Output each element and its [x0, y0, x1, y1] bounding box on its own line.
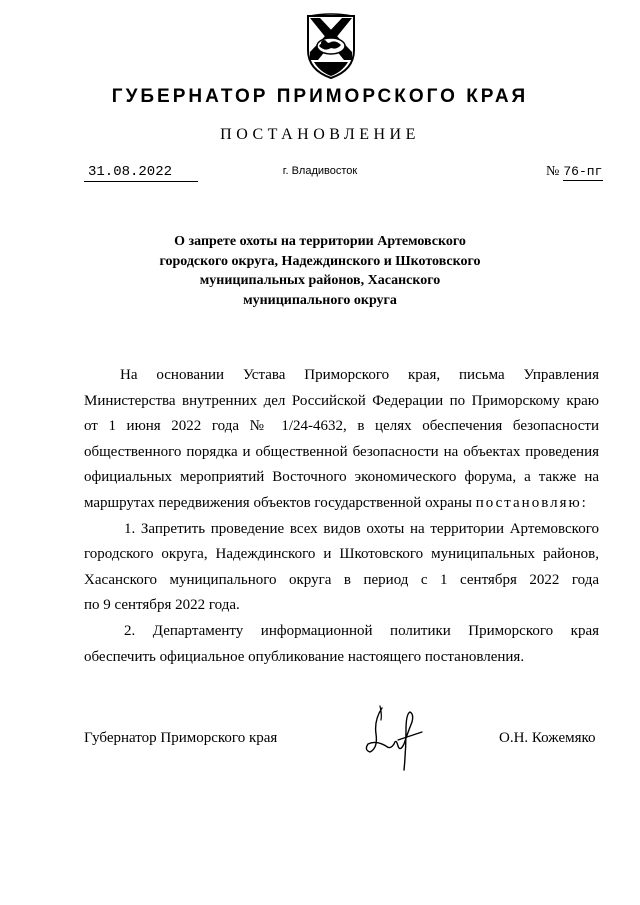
body-line: общественного порядка и общественной безопасности на объектах проведения [84, 443, 599, 460]
body-line: Хасанского муниципального округа в период с 1 сентября 2022 года [84, 571, 599, 588]
body-line-text: маршрутах передвижения объектов государственной охраны [84, 494, 472, 511]
body-line: официальных мероприятий Восточного экономического форума, а также на [84, 469, 599, 486]
document-title [140, 232, 500, 310]
document-city: г. Владивосток [282, 165, 358, 177]
body-line: по 9 сентября 2022 года. [84, 597, 240, 614]
body-line: 1. Запретить проведение всех видов охоты на территории Артемовского [124, 520, 599, 537]
signatory-name: О.Н. Кожемяко [499, 730, 596, 746]
signatory-position: Губернатор Приморского края [84, 730, 278, 746]
body-line: городского округа, Надеждинского и Шкотовского муниципальных районов, [84, 546, 599, 563]
number-sign: № [546, 164, 560, 179]
coat-of-arms-icon [302, 12, 360, 80]
document-date: 31.08.2022 [84, 164, 198, 182]
document-number: 76-пг [563, 164, 603, 179]
handwritten-signature-icon [360, 700, 430, 776]
body-line: от 1 июня 2022 года № 1/24-4632, в целях обеспечения безопасности [84, 418, 599, 435]
title-line: муниципального округа [243, 292, 397, 308]
body-line: Министерства внутренних дел Российской Федерации по Приморскому краю [84, 392, 599, 409]
title-line: муниципальных районов, Хасанского [199, 273, 441, 288]
body-line-final [84, 491, 599, 517]
resolution-word: постановляю: [475, 494, 588, 511]
title-line: О запрете охоты на территории Артемовского [174, 234, 466, 249]
document-number-block [546, 163, 603, 181]
body-line: обеспечить официальное опубликование настоящего постановления. [84, 648, 525, 665]
document-body [84, 363, 599, 670]
body-line: 2. Департаменту информационной политики Приморского края [124, 622, 599, 639]
issuing-authority: ГУБЕРНАТОР ПРИМОРСКОГО КРАЯ [111, 86, 529, 107]
title-line: городского округа, Надеждинского и Шкотовского [159, 253, 481, 269]
body-line: На основании Устава Приморского края, письма Управления [120, 367, 599, 383]
document-type: ПОСТАНОВЛЕНИЕ [220, 126, 420, 143]
